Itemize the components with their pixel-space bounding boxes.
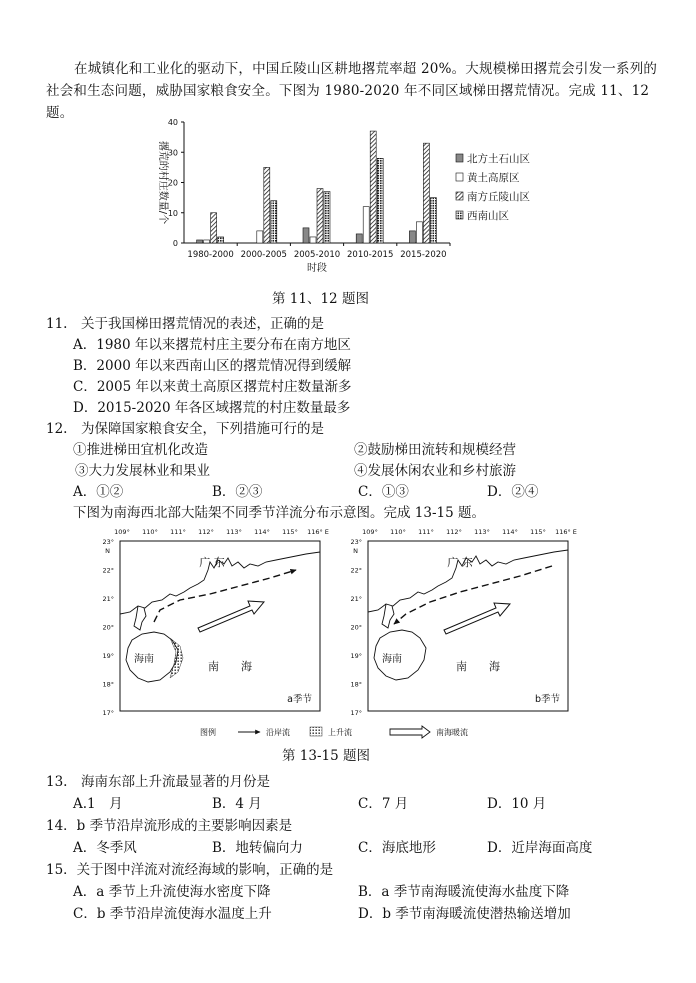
hainan-label-b: 海南 xyxy=(382,654,402,665)
lon-label-b: 113° xyxy=(474,528,490,536)
guangdong-label-a: 广 东 xyxy=(199,556,225,569)
legend-swatch xyxy=(456,173,463,181)
bar-3 xyxy=(423,143,429,243)
lon-label-a: 110° xyxy=(142,528,158,536)
lon-label-a: 116° E xyxy=(307,528,329,536)
x-tick-label: 2010-2015 xyxy=(347,250,394,260)
y-tick-label: 20 xyxy=(167,178,178,188)
lat-label-b: 20° xyxy=(350,623,362,632)
lat-label-a: 19° xyxy=(102,652,114,660)
legend-title: 图例 xyxy=(200,728,216,737)
bar-3 xyxy=(317,189,323,243)
season-b-label: b季节 xyxy=(534,694,560,705)
q15-option-b: B．a 季节南海暖流使海水盐度下降 xyxy=(358,884,570,900)
q12-stem: 12. 为保障国家粮食安全，下列措施可行的是 xyxy=(46,421,324,437)
q14-option-d: D．近岸海面高度 xyxy=(487,840,593,856)
lat-label-b: 21° xyxy=(350,595,362,603)
q14-stem: 14．b 季节沿岸流形成的主要影响因素是 xyxy=(46,818,293,834)
legend-swatch xyxy=(456,154,463,162)
q12-option-c: C．①③ xyxy=(358,484,409,500)
bar-4 xyxy=(218,237,224,243)
legend-entry: 黄土高原区 xyxy=(467,172,520,184)
bar-3 xyxy=(211,213,217,243)
bar-2 xyxy=(363,207,369,243)
lon-label-b: 109° xyxy=(362,528,378,536)
q11-stem: 11. 关于我国梯田撂荒情况的表述，正确的是 xyxy=(46,316,324,332)
y-tick-label: 0 xyxy=(172,239,178,248)
q15-option-c: C．b 季节沿岸流使海水温度上升 xyxy=(73,906,272,922)
y-tick-label: 10 xyxy=(167,208,178,218)
lon-label-a: 112° xyxy=(198,528,214,536)
lat-label-b: 19° xyxy=(350,652,362,660)
lat-label-b: 23° xyxy=(350,538,362,546)
legend-entry: 南方丘陵山区 xyxy=(467,191,530,203)
bar-1 xyxy=(409,231,415,243)
q12-measure-1: ①推进梯田宜机化改造 xyxy=(73,442,208,458)
q15-option-d: D．b 季节南海暖流使潜热输送增加 xyxy=(358,906,571,922)
bar-2 xyxy=(204,240,210,243)
nanhai-label-a: 南 海 xyxy=(208,660,252,673)
q15-option-a: A．a 季节上升流使海水密度下降 xyxy=(73,884,271,900)
bar-4 xyxy=(377,158,383,243)
intro-paragraph: 在城镇化和工业化的驱动下，中国丘陵山区耕地撂荒率超 20%。大规模梯田撂荒会引发一系列的社会和生态问题，威胁国家粮食安全。下图为 1980-2020 年不同区域梯田撂荒情况。完成 11、12 题。 xyxy=(46,61,658,121)
lat-label-a: 20° xyxy=(102,623,114,632)
legend-warm-symbol xyxy=(390,726,430,738)
figure-1-caption: 第 11、12 题图 xyxy=(272,291,369,307)
lon-label-a: 114° xyxy=(254,528,270,536)
q13-option-b: B．4 月 xyxy=(212,796,262,812)
lat-label-a: 22° xyxy=(102,566,114,575)
lon-label-b: 112° xyxy=(446,528,462,536)
q12-option-a: A．①② xyxy=(73,484,124,500)
q14-option-a: A．冬季风 xyxy=(73,840,137,856)
lat-label-a: 23° xyxy=(102,538,114,546)
q12-measure-3: ③大力发展林业和果业 xyxy=(75,463,210,479)
bar-4 xyxy=(430,198,436,243)
q14-option-b: B．地转偏向力 xyxy=(212,840,303,856)
x-tick-label: 2015-2020 xyxy=(400,250,447,260)
bar-2 xyxy=(257,231,263,243)
q12-option-b: B．②③ xyxy=(212,484,263,500)
x-tick-label: 2005-2010 xyxy=(293,250,341,260)
x-tick-label: 2000-2005 xyxy=(240,250,287,260)
bar-2 xyxy=(310,237,316,243)
ocean-current-maps xyxy=(90,522,610,744)
q13-option-a: A.1 月 xyxy=(73,796,123,812)
q11-option-b: B．2000 年以来西南山区的撂荒情况得到缓解 xyxy=(73,358,352,374)
lon-label-a: 113° xyxy=(226,528,242,536)
lat-label-b: 22° xyxy=(350,566,362,575)
bar-1 xyxy=(197,240,203,243)
bar-3 xyxy=(370,131,376,243)
q11-option-c: C．2005 年以来黄土高原区撂荒村庄数量渐多 xyxy=(73,379,352,395)
legend-upwelling-symbol xyxy=(310,727,322,736)
lat-north-a: N xyxy=(105,547,110,555)
bar-2 xyxy=(416,222,422,243)
lon-label-a: 111° xyxy=(170,528,186,536)
lat-label-b: 17° xyxy=(350,709,362,717)
lon-label-b: 110° xyxy=(390,528,406,536)
lon-label-b: 116° E xyxy=(555,528,577,536)
nanhai-label-b: 南 海 xyxy=(456,660,500,673)
q12-measure-4: ④发展休闲农业和乡村旅游 xyxy=(354,463,516,479)
legend-swatch xyxy=(456,211,463,219)
figure-2-caption: 第 13-15 题图 xyxy=(282,748,371,764)
season-a-label: a季节 xyxy=(287,694,312,705)
legend-entry: 北方土石山区 xyxy=(467,153,530,165)
q13-option-d: D．10 月 xyxy=(487,796,547,812)
legend-upwelling-label: 上升流 xyxy=(328,728,352,737)
bar-4 xyxy=(271,201,277,243)
lat-label-a: 17° xyxy=(102,709,114,717)
land-abandonment-bar-chart xyxy=(140,115,560,280)
lon-label-a: 109° xyxy=(114,528,130,536)
legend-coastal-label: 沿岸流 xyxy=(266,728,290,737)
y-tick-label: 40 xyxy=(167,118,178,127)
bar-1 xyxy=(303,228,309,243)
q15-stem: 15．关于图中洋流对流经海域的影响，正确的是 xyxy=(46,862,334,878)
lat-label-a: 18° xyxy=(102,680,114,689)
guangdong-label-b: 广 东 xyxy=(447,556,473,569)
y-tick-label: 30 xyxy=(167,148,178,158)
intro-13-15: 下图为南海西北部大陆架不同季节洋流分布示意图。完成 13-15 题。 xyxy=(73,505,485,521)
lon-label-b: 111° xyxy=(418,528,434,536)
q14-option-c: C．海底地形 xyxy=(358,840,436,856)
lat-label-a: 21° xyxy=(102,595,114,603)
q13-stem: 13. 海南东部上升流最显著的月份是 xyxy=(46,774,270,790)
lon-label-b: 114° xyxy=(502,528,518,536)
legend-entry: 西南山区 xyxy=(467,210,509,222)
x-tick-label: 1980-2000 xyxy=(187,250,234,260)
bar-4 xyxy=(324,192,330,243)
hainan-label-a: 海南 xyxy=(134,654,154,665)
q13-option-c: C．7 月 xyxy=(358,796,409,812)
q11-option-a: A．1980 年以来撂荒村庄主要分布在南方地区 xyxy=(73,337,351,353)
lat-north-b: N xyxy=(353,547,358,555)
q12-option-d: D．②④ xyxy=(487,484,539,500)
x-axis-label: 时段 xyxy=(307,263,327,274)
lon-label-a: 115° xyxy=(282,528,298,536)
lat-label-b: 18° xyxy=(350,680,362,689)
lon-label-b: 115° xyxy=(530,528,546,536)
y-axis-label: 撂荒的村庄数量/个 xyxy=(157,140,168,225)
q11-option-d: D．2015-2020 年各区域撂荒的村庄数量最多 xyxy=(73,400,351,416)
legend-swatch xyxy=(456,192,463,200)
bar-1 xyxy=(356,234,362,243)
legend-warm-label: 南海暖流 xyxy=(436,728,468,737)
bar-3 xyxy=(264,167,270,243)
q12-measure-2: ②鼓励梯田流转和规模经营 xyxy=(354,442,516,458)
